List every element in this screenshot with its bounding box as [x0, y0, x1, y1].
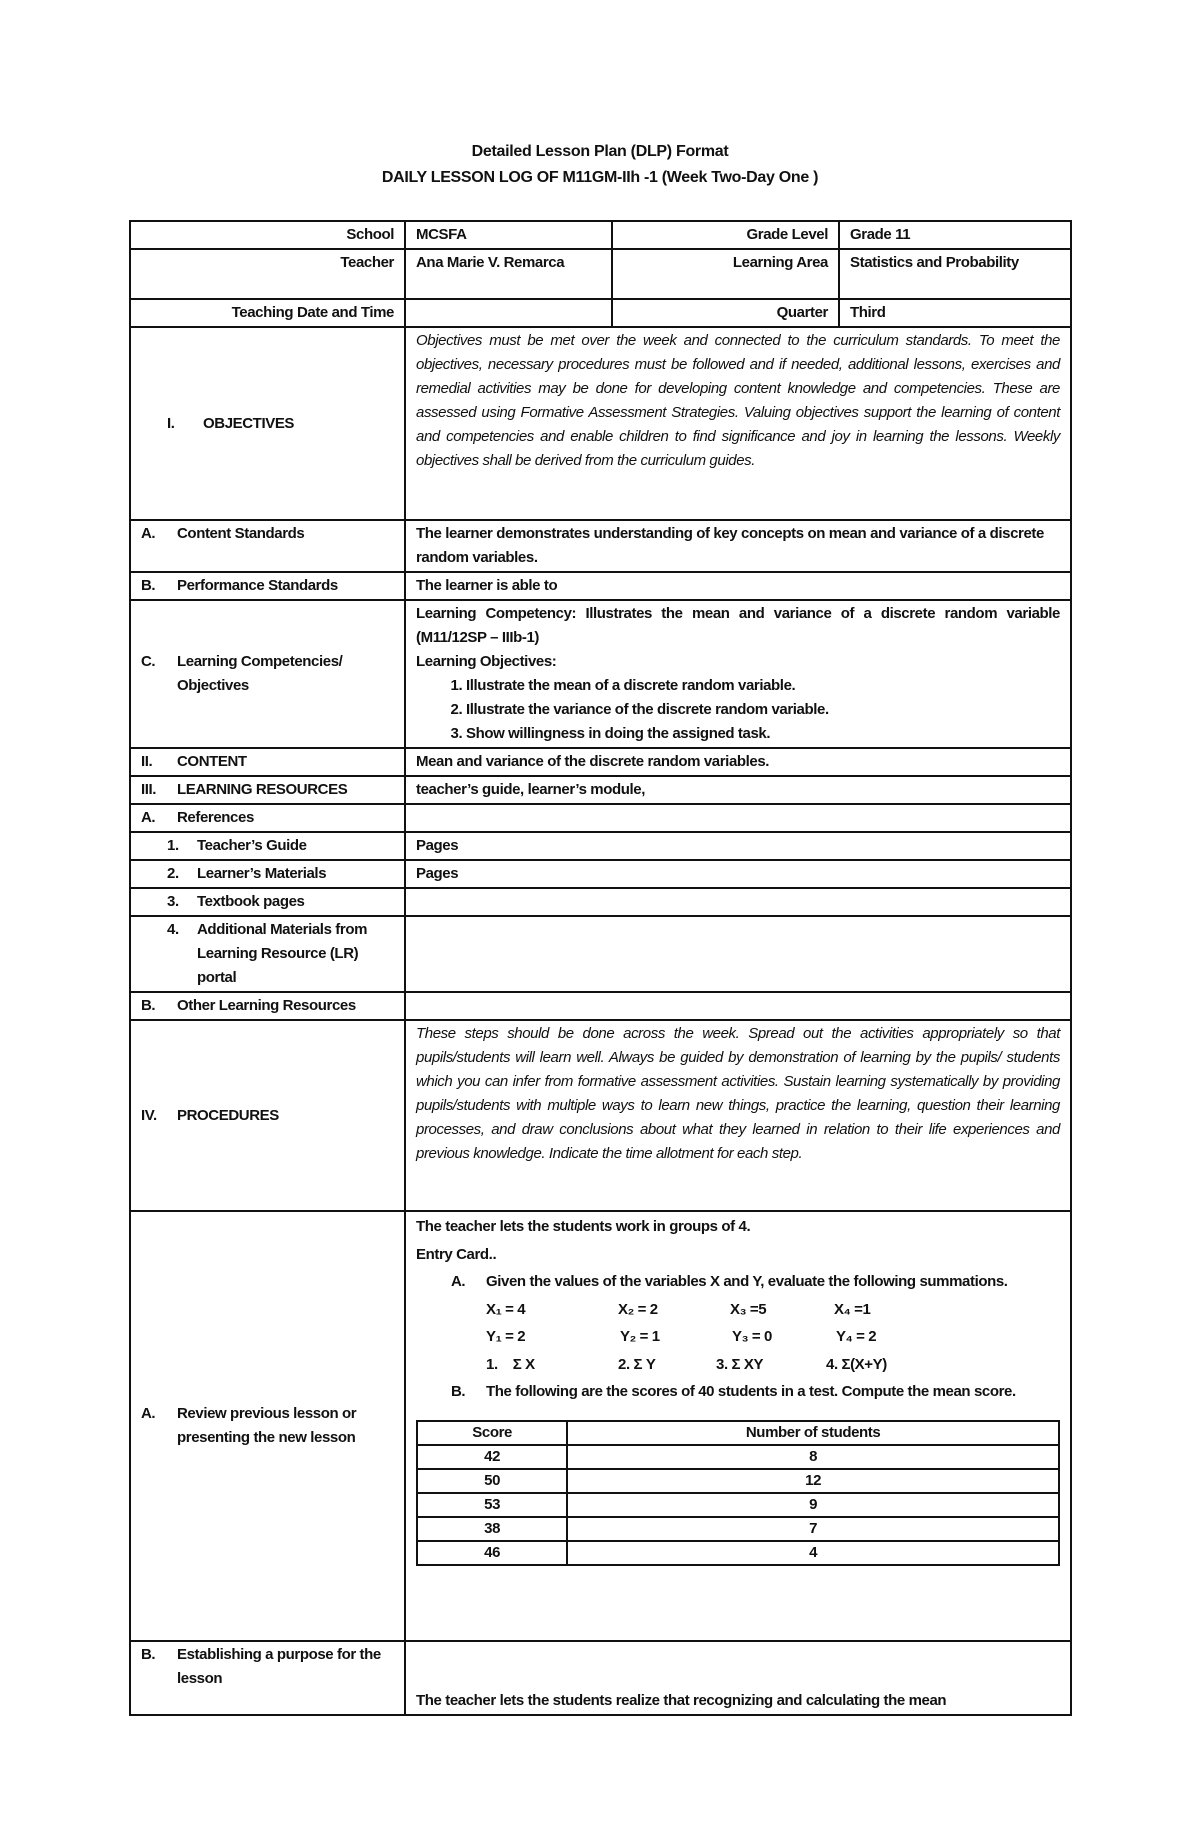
- content-standards-label: [130, 520, 405, 572]
- section-label: Other Learning Resources: [177, 997, 356, 1014]
- section-number: III.: [141, 781, 157, 798]
- review-intro: The teacher lets the students work in groups of 4.: [416, 1218, 751, 1235]
- item-number: A.: [451, 1273, 466, 1290]
- students-header: Number of students: [567, 1421, 1059, 1445]
- reference-value: [405, 888, 1071, 916]
- purpose-label: [130, 1641, 405, 1715]
- section-label: CONTENT: [177, 753, 247, 770]
- entry-card-label: Entry Card..: [416, 1245, 497, 1263]
- summation-item: 1. Σ X: [486, 1355, 535, 1373]
- teacher-value: Ana Marie V. Remarca: [405, 249, 612, 299]
- resources-label: [130, 776, 405, 804]
- review-label: [130, 1211, 405, 1641]
- section-number: C.: [141, 653, 156, 670]
- objective-item: 3. Show willingness in doing the assigned task.: [466, 722, 1060, 746]
- score-cell: 46: [417, 1541, 567, 1565]
- learning-objectives-list: [416, 674, 1060, 746]
- section-number: B.: [141, 577, 156, 594]
- references-value: [405, 804, 1071, 832]
- y-values: [416, 1323, 1060, 1351]
- task-a-text: Given the values of the variables X and Y, evaluate the following summations.: [486, 1273, 1008, 1290]
- date-label: Teaching Date and Time: [130, 299, 405, 327]
- score-header: Score: [417, 1421, 567, 1445]
- section-number: II.: [141, 753, 153, 770]
- other-resources-label: [130, 992, 405, 1020]
- count-cell: 4: [567, 1541, 1059, 1565]
- section-label: Content Standards: [177, 525, 305, 542]
- other-resources-value: [405, 992, 1071, 1020]
- reference-item: [130, 916, 405, 992]
- section-label: PROCEDURES: [177, 1106, 279, 1124]
- procedures-label: [130, 1020, 405, 1211]
- section-number: IV.: [141, 1106, 157, 1124]
- count-cell: 9: [567, 1493, 1059, 1517]
- section-label: Performance Standards: [177, 577, 338, 594]
- score-cell: 42: [417, 1445, 567, 1469]
- section-label: References: [177, 809, 254, 826]
- quarter-value: Third: [839, 299, 1071, 327]
- resources-text: teacher’s guide, learner’s module,: [405, 776, 1071, 804]
- table-row: [417, 1541, 1059, 1565]
- grade-value: Grade 11: [839, 221, 1071, 249]
- competencies-cell: [405, 600, 1071, 748]
- content-text: Mean and variance of the discrete random variables.: [405, 748, 1071, 776]
- item-number: 1.: [167, 837, 179, 854]
- table-row: [417, 1469, 1059, 1493]
- section-number: B.: [141, 997, 156, 1014]
- score-cell: 38: [417, 1517, 567, 1541]
- reference-value: [405, 916, 1071, 992]
- learning-competency: Learning Competency: Illustrates the mean and variance of a discrete random variable (M11/12SP – IIIb-1): [416, 605, 1060, 646]
- item-number: B.: [451, 1383, 466, 1400]
- item-number: 3.: [167, 893, 179, 910]
- objectives-label: [130, 327, 405, 520]
- school-label: School: [130, 221, 405, 249]
- table-row: [417, 1493, 1059, 1517]
- y-value: Y₄ = 2: [836, 1328, 877, 1345]
- reference-item: [130, 888, 405, 916]
- date-value: [405, 299, 612, 327]
- objectives-text: Objectives must be met over the week and connected to the curriculum standards. To meet the objectives, necessary procedures must be followed and if needed, additional lessons, exercises and remedial activities may be done for developing content knowledge and competencies. These are assessed using Formative Assessment Strategies. Valuing objectives support the learning of content and competencies and enable children to find significance and joy in learning the lessons. Weekly objectives shall be derived from the curriculum guides.: [405, 327, 1071, 520]
- section-label: LEARNING RESOURCES: [177, 781, 348, 798]
- y-value: Y₁ = 2: [486, 1328, 526, 1345]
- section-number: I.: [167, 414, 175, 432]
- reference-item: [130, 860, 405, 888]
- objective-item: 1. Illustrate the mean of a discrete random variable.: [466, 674, 1060, 698]
- document-title: Detailed Lesson Plan (DLP) Format: [471, 143, 729, 160]
- item-label: Additional Materials from Learning Resource (LR) portal: [197, 921, 368, 986]
- section-label: Establishing a purpose for the lesson: [177, 1646, 381, 1687]
- x-value: X₁ = 4: [486, 1300, 526, 1318]
- x-value: X₂ = 2: [618, 1300, 658, 1318]
- review-cell: [405, 1211, 1071, 1641]
- document-subtitle: DAILY LESSON LOG OF M11GM-IIh -1 (Week Two-Day One ): [381, 169, 819, 186]
- procedures-text: These steps should be done across the week. Spread out the activities appropriately so that pupils/students will learn well. Always be guided by demonstration of learning by the pupils/ students which you can infer from formative assessment activities. Sustain learning systematically by providing pupils/students with multiple ways to learn new things, practice the learning, question their learning processes, and draw conclusions about what they learned in relation to their life experiences and previous knowledge. Indicate the time allotment for each step.: [405, 1020, 1071, 1211]
- references-label: [130, 804, 405, 832]
- item-label: Learner’s Materials: [197, 865, 327, 882]
- performance-standards-text: The learner is able to: [405, 572, 1071, 600]
- summation-item: 2. Σ Y: [618, 1355, 656, 1373]
- score-table: [416, 1420, 1060, 1566]
- count-cell: 8: [567, 1445, 1059, 1469]
- x-values: [416, 1296, 1060, 1324]
- summations: [416, 1351, 1060, 1379]
- reference-value: Pages: [405, 832, 1071, 860]
- item-number: 2.: [167, 865, 179, 882]
- section-number: A.: [141, 809, 156, 826]
- section-number: B.: [141, 1646, 156, 1663]
- learning-objectives-label: Learning Objectives:: [416, 653, 557, 670]
- area-value: Statistics and Probability: [839, 249, 1071, 299]
- objective-item: 2. Illustrate the variance of the discrete random variable.: [466, 698, 1060, 722]
- table-row: [417, 1517, 1059, 1541]
- quarter-label: Quarter: [612, 299, 839, 327]
- grade-label: Grade Level: [612, 221, 839, 249]
- x-value: X₄ =1: [834, 1300, 871, 1318]
- performance-standards-label: [130, 572, 405, 600]
- summation-item: 4. Σ(X+Y): [826, 1355, 887, 1373]
- y-value: Y₃ = 0: [732, 1328, 772, 1345]
- section-label: Learning Competencies/ Objectives: [177, 653, 343, 694]
- y-value: Y₂ = 1: [620, 1328, 660, 1345]
- lesson-plan-table: [129, 220, 1072, 1716]
- table-row: [417, 1445, 1059, 1469]
- reference-value: Pages: [405, 860, 1071, 888]
- area-label: Learning Area: [612, 249, 839, 299]
- purpose-text: The teacher lets the students realize that recognizing and calculating the mean: [405, 1641, 1071, 1715]
- content-label: [130, 748, 405, 776]
- teacher-label: Teacher: [130, 249, 405, 299]
- school-value: MCSFA: [405, 221, 612, 249]
- section-label: Review previous lesson or presenting the new lesson: [177, 1405, 357, 1446]
- competencies-label: [130, 600, 405, 748]
- score-cell: 50: [417, 1469, 567, 1493]
- item-number: 4.: [167, 921, 179, 938]
- score-cell: 53: [417, 1493, 567, 1517]
- task-b-text: The following are the scores of 40 students in a test. Compute the mean score.: [486, 1383, 1016, 1400]
- count-cell: 7: [567, 1517, 1059, 1541]
- x-value: X₃ =5: [730, 1300, 767, 1318]
- reference-item: [130, 832, 405, 860]
- item-label: Teacher’s Guide: [197, 837, 307, 854]
- section-number: A.: [141, 1405, 156, 1422]
- content-standards-text: The learner demonstrates understanding of key concepts on mean and variance of a discrete random variables.: [405, 520, 1071, 572]
- count-cell: 12: [567, 1469, 1059, 1493]
- summation-item: 3. Σ XY: [716, 1355, 764, 1373]
- item-label: Textbook pages: [197, 893, 305, 910]
- section-label: OBJECTIVES: [203, 414, 295, 432]
- section-number: A.: [141, 525, 156, 542]
